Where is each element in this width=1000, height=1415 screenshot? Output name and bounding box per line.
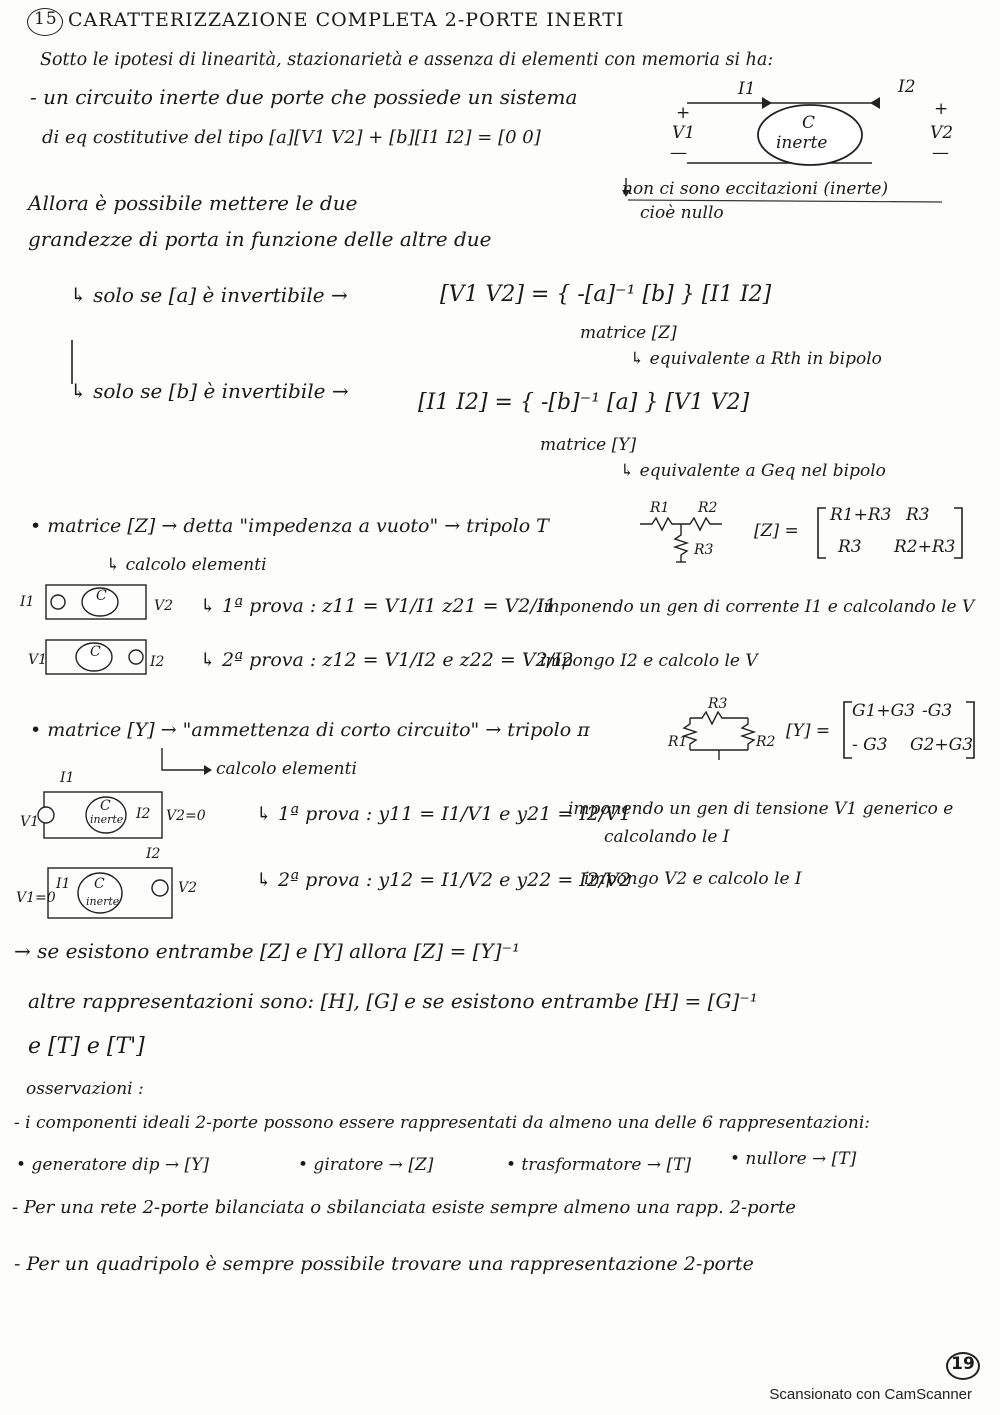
z-matrix-12: R3 [906, 505, 930, 525]
y-sk-v1zero: V1=0 [16, 890, 56, 906]
y-sk-c2: C [94, 876, 105, 892]
z-proof-1-note: imponendo un gen di corrente I1 e calcolando le V [538, 597, 975, 617]
z-matrix-22: R2+R3 [894, 537, 956, 557]
z-proof-2-note: impongo I2 e calcolo le V [540, 651, 758, 671]
allora-line1: Allora è possibile mettere le due [28, 191, 358, 215]
y-sk-i1b: I1 [56, 876, 71, 892]
section-number: 15 [34, 9, 58, 29]
z-calc-elements: ↳ calcolo elementi [106, 555, 267, 575]
y-sk-v2: V2 [178, 880, 198, 896]
intro-line3: di eq costitutive del tipo [a][V1 V2] + [b][I1 I2] = [0 0] [42, 127, 541, 148]
z-proof-2: ↳ 2ª prova : z12 = V1/I2 e z22 = V2/I2 [200, 649, 574, 671]
z-matrix-21: R3 [838, 537, 862, 557]
t-r1: R1 [650, 500, 670, 516]
relation-z-y: → se esistono entrambe [Z] e [Y] allora [Z] = [Y]⁻¹ [14, 939, 521, 963]
y-sk-v2zero: V2=0 [166, 808, 206, 824]
y-proof-1-note-b: calcolando le I [604, 827, 730, 847]
y-calc-elements: calcolo elementi [216, 759, 357, 779]
y-proof-2: ↳ 2ª prova : y12 = I1/V2 e y22 = I2/V2 [256, 869, 632, 891]
fig-label-v1: V1 [672, 123, 696, 143]
case-y-label: matrice [Y] [540, 435, 637, 455]
y-section-head: • matrice [Y] → "ammettenza di corto circuito" → tripolo π [30, 719, 590, 741]
observation-item-trasformatore: • trasformatore → [T] [506, 1155, 692, 1175]
relation-other: altre rappresentazioni sono: [H], [G] e se esistono entrambe [H] = [G]⁻¹ [28, 989, 758, 1013]
page-title: CARATTERIZZAZIONE COMPLETA 2-PORTE INERTI [68, 9, 625, 31]
y-sk-c1: C [100, 798, 111, 814]
y-sk-inerte2: inerte [86, 895, 120, 908]
fig-label-i1: I1 [738, 79, 756, 99]
observation-item-giratore: • giratore → [Z] [298, 1155, 434, 1175]
fig-label-v2: V2 [930, 123, 954, 143]
allora-line2: grandezze di porta in funzione delle altre due [28, 227, 492, 251]
y-sk-inerte1: inerte [90, 813, 124, 826]
y-proof-1: ↳ 1ª prova : y11 = I1/V1 e y21 = I2/V1 [256, 803, 632, 825]
y-matrix-12: -G3 [922, 701, 953, 721]
z-sk-v1: V1 [28, 652, 48, 668]
note-no-excitations: non ci sono eccitazioni (inerte) [622, 179, 889, 199]
y-sk-i2b: I2 [146, 846, 161, 862]
z-sk-c1: C [96, 588, 107, 604]
fig-plus-left: + [676, 103, 691, 123]
observation-item-nullore: • nullore → [T] [730, 1149, 857, 1169]
y-matrix-22: G2+G3 [910, 735, 974, 755]
scanner-watermark: Scansionato con CamScanner [769, 1386, 972, 1403]
observation-2: - Per una rete 2-porte bilanciata o sbilanciata esiste sempre almeno una rapp. 2-porte [12, 1197, 796, 1218]
t-r3: R3 [694, 542, 714, 558]
t-r2: R2 [698, 500, 718, 516]
y-proof-2-note: impongo V2 e calcolo le I [584, 869, 802, 889]
case-z-equiv: ↳ equivalente a Rth in bipolo [630, 349, 882, 369]
case-z-condition: ↳ solo se [a] è invertibile → [70, 283, 348, 307]
fig-minus-right: — [932, 143, 949, 163]
y-sk-i1: I1 [60, 770, 75, 786]
y-sk-i2a: I2 [136, 806, 151, 822]
pi-r3: R3 [708, 696, 728, 712]
case-y-formula: [I1 I2] = { -[b]⁻¹ [a] } [V1 V2] [418, 390, 750, 415]
observation-3: - Per un quadripolo è sempre possibile trovare una rappresentazione 2-porte [14, 1253, 754, 1275]
fig-label-i2: I2 [898, 77, 916, 97]
y-proof-1-note-a: imponendo un gen di tensione V1 generico e [568, 799, 954, 819]
case-y-equiv: ↳ equivalente a Geq nel bipolo [620, 461, 886, 481]
z-sk-i1: I1 [20, 594, 35, 610]
z-sk-i2: I2 [150, 654, 165, 670]
fig-plus-right: + [934, 99, 949, 119]
relation-t: e [T] e [T'] [28, 1034, 145, 1059]
case-z-label: matrice [Z] [580, 323, 677, 343]
z-sk-c2: C [90, 644, 101, 660]
case-z-formula: [V1 V2] = { -[a]⁻¹ [b] } [I1 I2] [440, 282, 772, 307]
z-section-head: • matrice [Z] → detta "impedenza a vuoto" → tripolo T [30, 515, 549, 537]
observations-title: osservazioni : [26, 1079, 144, 1099]
z-matrix-label: [Z] = [754, 521, 799, 541]
y-sk-v1: V1 [20, 814, 40, 830]
z-proof-1: ↳ 1ª prova : z11 = V1/I1 z21 = V2/I1 [200, 595, 557, 617]
pi-r1: R1 [668, 734, 688, 750]
pi-r2: R2 [756, 734, 776, 750]
observation-item-generatore: • generatore dip → [Y] [16, 1155, 210, 1175]
y-matrix-label: [Y] = [786, 721, 831, 741]
fig-box-c: C [802, 113, 816, 133]
observation-1: - i componenti ideali 2-porte possono essere rappresentati da almeno una delle 6 rappresentazioni: [14, 1113, 870, 1133]
note-null: cioè nullo [640, 203, 724, 223]
fig-box-inerte: inerte [776, 133, 828, 153]
intro-line2: - un circuito inerte due porte che possiede un sistema [30, 85, 578, 109]
z-matrix-11: R1+R3 [830, 505, 892, 525]
y-matrix-21: - G3 [852, 735, 888, 755]
page-number: 19 [946, 1352, 980, 1380]
intro-line1: Sotto le ipotesi di linearità, stazionarietà e assenza di elementi con memoria si ha: [40, 50, 774, 70]
fig-minus-left: — [670, 143, 687, 163]
z-sk-v2: V2 [154, 598, 174, 614]
y-matrix-11: G1+G3 [852, 701, 916, 721]
case-y-condition: ↳ solo se [b] è invertibile → [70, 379, 349, 403]
